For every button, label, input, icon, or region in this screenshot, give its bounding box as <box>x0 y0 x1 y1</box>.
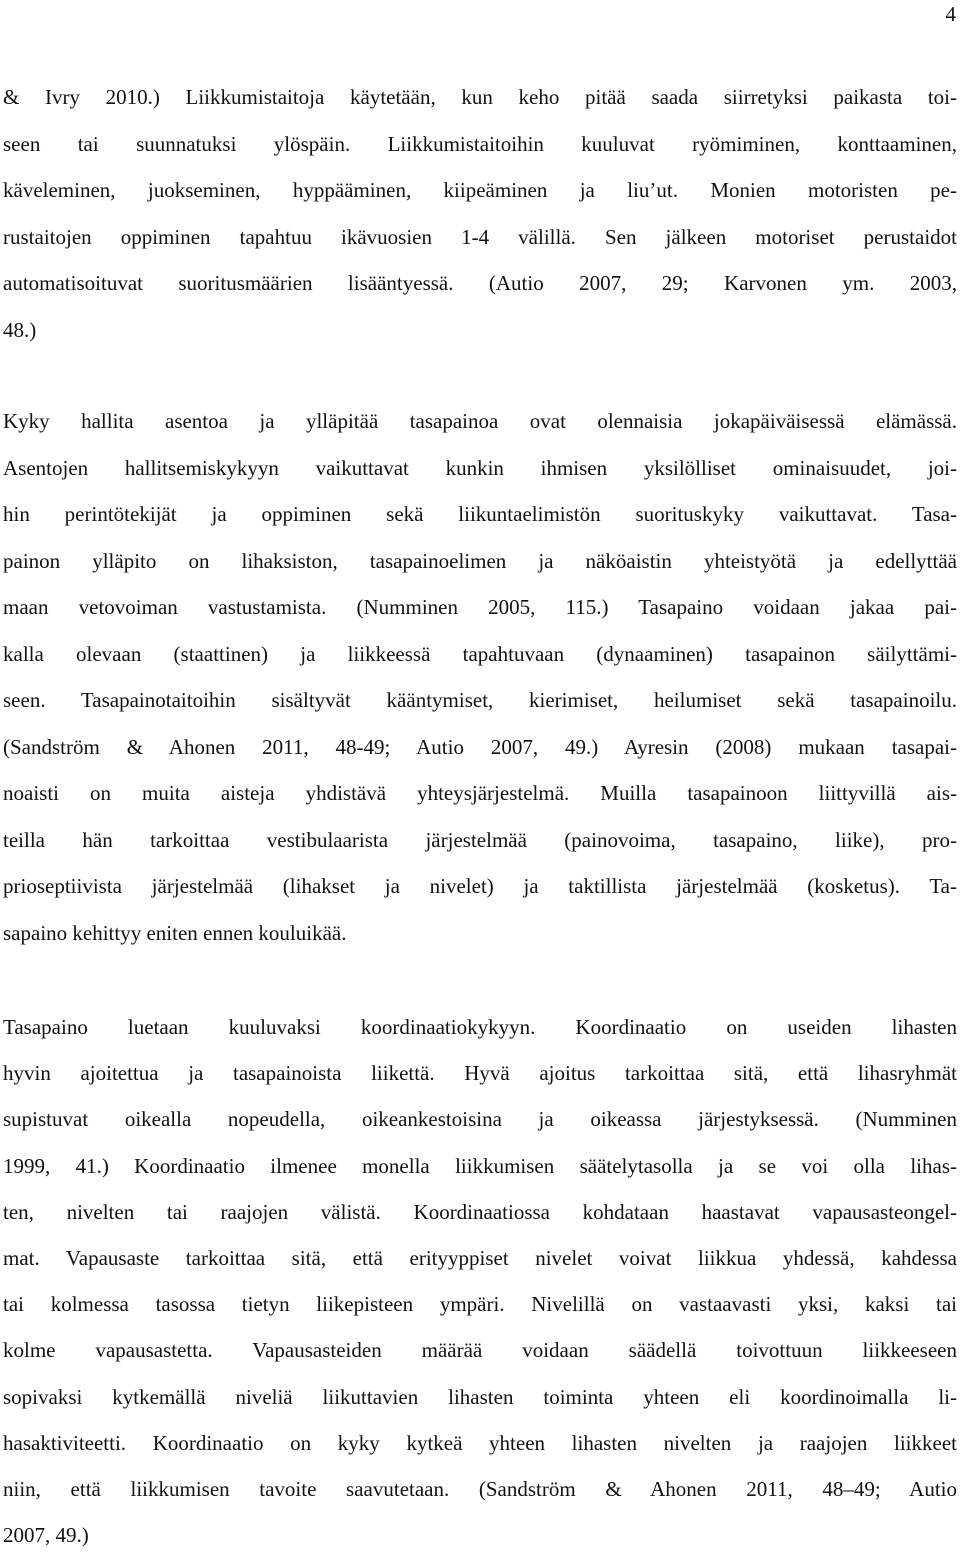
paragraph-balance <box>3 398 957 956</box>
text-line: käveleminen, juokseminen, hyppääminen, kiipeäminen ja liu’ut. Monien motoristen pe- <box>3 178 957 202</box>
text-line: niin, että liikkumisen tavoite saavutetaan. (Sandström & Ahonen 2011, 48–49; Autio <box>3 1477 957 1502</box>
text-line: kalla olevaan (staattinen) ja liikkeessä tapahtuvaan (dynaaminen) tasapainon säilyttämi- <box>3 641 957 666</box>
text-line: painon ylläpito on lihaksiston, tasapainoelimen ja näköaistin yhteistyötä ja edellyttää <box>3 548 957 573</box>
text-line: hin perintötekijät ja oppiminen sekä liikuntaelimistön suorituskyky vaikuttavat. Tasa- <box>3 502 957 526</box>
text-line: hasaktiviteetti. Koordinaatio on kyky kytkeä yhteen lihasten nivelten ja raajojen liikkeet <box>3 1430 957 1455</box>
text-line: maan vetovoiman vastustamista. (Numminen 2005, 115.) Tasapaino voidaan jakaa pai- <box>3 595 957 619</box>
text-line: teilla hän tarkoittaa vestibulaarista järjestelmää (painovoima, tasapaino, liike), pro- <box>3 827 957 852</box>
text-line: Tasapaino luetaan kuuluvaksi koordinaatiokykyyn. Koordinaatio on useiden lihasten <box>3 1015 957 1039</box>
text-line: 2007, 49.) <box>3 1523 89 1548</box>
text-line: supistuvat oikealla nopeudella, oikeankestoisina ja oikeassa järjestyksessä. (Numminen <box>3 1107 957 1132</box>
text-line: Kyky hallita asentoa ja ylläpitää tasapainoa ovat olennaisia jokapäiväisessä elämässä. <box>3 409 957 433</box>
text-line: hyvin ajoitettua ja tasapainoista liikettä. Hyvä ajoitus tarkoittaa sitä, että lihasryhmät <box>3 1061 957 1086</box>
text-line: tai kolmessa tasossa tietyn liikepisteen ympäri. Nivelillä on vastaavasti yksi, kaksi tai <box>3 1292 957 1317</box>
text-line: mat. Vapausaste tarkoittaa sitä, että erityyppiset nivelet voivat liikkua yhdessä, kahdessa <box>3 1246 957 1271</box>
paragraph-locomotor-skills <box>3 74 957 353</box>
text-line: automatisoituvat suoritusmäärien lisääntyessä. (Autio 2007, 29; Karvonen ym. 2003, <box>3 271 957 295</box>
text-line: kolme vapausastetta. Vapausasteiden määrää voidaan säädellä toivottuun liikkeeseen <box>3 1338 957 1363</box>
page-number: 4 <box>945 2 956 26</box>
text-line: prioseptiivista järjestelmää (lihakset ja nivelet) ja taktillista järjestelmää (kosketus). Ta- <box>3 874 957 898</box>
text-line: sopivaksi kytkemällä niveliä liikuttavien lihasten toiminta yhteen eli koordinoimalla li- <box>3 1384 957 1409</box>
text-line: seen tai suunnatuksi ylöspäin. Liikkumistaitoihin kuuluvat ryömiminen, konttaaminen, <box>3 131 957 156</box>
text-line: & Ivry 2010.) Liikkumistaitoja käytetään, kun keho pitää saada siirretyksi paikasta toi- <box>3 85 957 109</box>
text-line: sapaino kehittyy eniten ennen kouluikää. <box>3 920 347 945</box>
text-line: (Sandström & Ahonen 2011, 48-49; Autio 2007, 49.) Ayresin (2008) mukaan tasapai- <box>3 734 957 759</box>
paragraph-coordination <box>3 1004 957 1558</box>
text-line: rustaitojen oppiminen tapahtuu ikävuosien 1-4 välillä. Sen jälkeen motoriset perustaidot <box>3 224 957 249</box>
text-line: noaisti on muita aisteja yhdistävä yhteysjärjestelmä. Muilla tasapainoon liittyvillä ais- <box>3 781 957 805</box>
text-line: 1999, 41.) Koordinaatio ilmenee monella liikkumisen säätelytasolla ja se voi olla lihas- <box>3 1153 957 1178</box>
text-line: seen. Tasapainotaitoihin sisältyvät kääntymiset, kierimiset, heilumiset sekä tasapainoilu. <box>3 688 957 712</box>
text-line: Asentojen hallitsemiskykyyn vaikuttavat kunkin ihmisen yksilölliset ominaisuudet, joi- <box>3 455 957 480</box>
text-line: 48.) <box>3 317 37 342</box>
text-line: ten, nivelten tai raajojen välistä. Koordinaatiossa kohdataan haastavat vapausasteongel- <box>3 1199 957 1224</box>
